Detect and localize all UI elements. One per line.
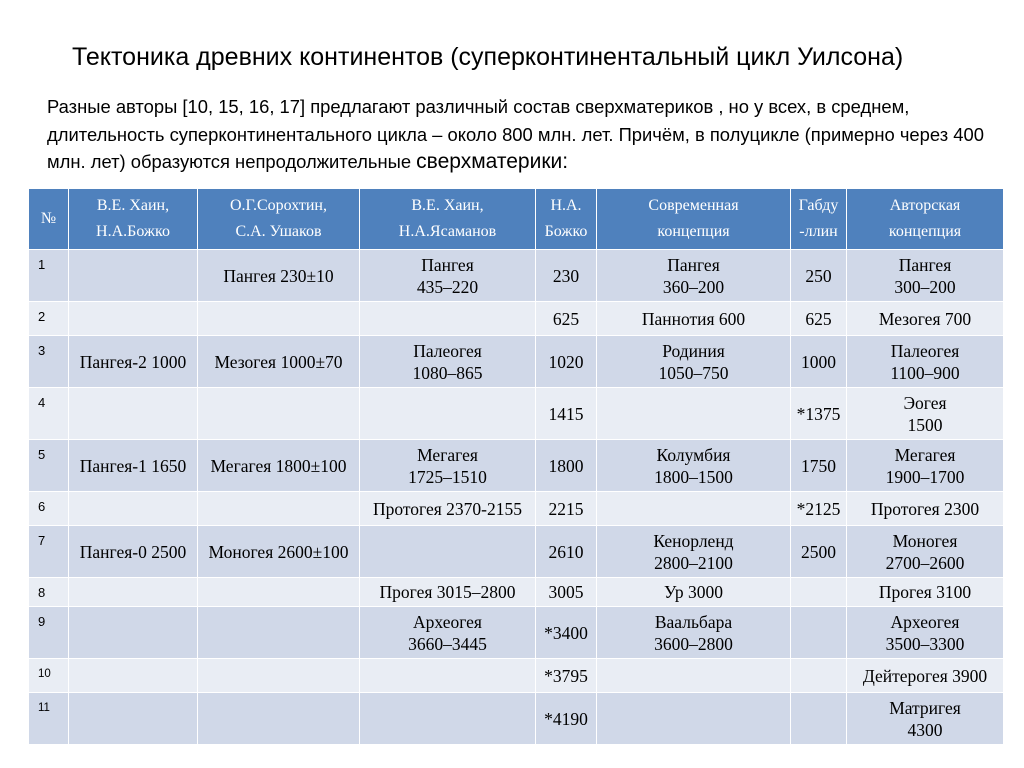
- cell-text: Протогея 2300: [870, 498, 980, 519]
- cell-khain-bozhko: [69, 440, 198, 492]
- cell-text: 625: [552, 308, 580, 329]
- header-line: В.Е. Хаин,: [96, 197, 170, 214]
- header-line: Н.А.: [550, 197, 582, 214]
- cell-gabdullin: [791, 388, 847, 440]
- cell-sorokhtin-ushakov: [198, 693, 360, 745]
- header-line: Современная: [648, 197, 739, 214]
- table-row: [29, 302, 1004, 336]
- header-bozhko: [536, 189, 597, 250]
- cell-khain-bozhko: [69, 578, 198, 607]
- cell-text: Мезогея 700: [878, 308, 972, 329]
- cell-number: [29, 578, 69, 607]
- cell-text: 1800–1500: [654, 466, 733, 487]
- cell-author-concept: [847, 302, 1004, 336]
- header-khain-bozhko: [69, 189, 198, 250]
- header-line: В.Е. Хаин,: [411, 197, 484, 214]
- cell-modern-concept: [597, 440, 791, 492]
- cell-author-concept: [847, 440, 1004, 492]
- intro-tail: :: [562, 150, 569, 173]
- cell-khain-bozhko: [69, 302, 198, 336]
- cell-text: 3005: [548, 582, 584, 602]
- cell-number: [29, 250, 69, 302]
- cell-modern-concept: [597, 492, 791, 526]
- cell-text: Пангея-1 1650: [79, 455, 187, 476]
- table-row: [29, 388, 1004, 440]
- header-sorokhtin-ushakov: [198, 189, 360, 250]
- cell-author-concept: [847, 607, 1004, 659]
- cell-modern-concept: [597, 250, 791, 302]
- header-line: Авторская: [889, 197, 961, 214]
- cell-sorokhtin-ushakov: [198, 336, 360, 388]
- cell-sorokhtin-ushakov: [198, 440, 360, 492]
- cell-text: 11: [38, 702, 50, 714]
- cell-sorokhtin-ushakov: [198, 659, 360, 693]
- cell-khain-yasamanov: [360, 440, 536, 492]
- cell-number: [29, 526, 69, 578]
- page-title: Тектоника древних континентов (суперконтинентальный цикл Уилсона): [72, 43, 904, 71]
- cell-gabdullin: [791, 659, 847, 693]
- cell-text: Пангея: [898, 254, 952, 275]
- cell-text: 7: [38, 533, 46, 548]
- cell-sorokhtin-ushakov: [198, 578, 360, 607]
- cell-text: Кенорленд: [653, 530, 734, 551]
- cell-text: 230: [552, 265, 580, 286]
- header-author-concept: [847, 189, 1004, 250]
- cell-bozhko: [536, 250, 597, 302]
- cell-bozhko: [536, 659, 597, 693]
- cell-gabdullin: [791, 607, 847, 659]
- cell-sorokhtin-ushakov: [198, 388, 360, 440]
- cell-khain-yasamanov: [360, 302, 536, 336]
- cell-sorokhtin-ushakov: [198, 607, 360, 659]
- cell-bozhko: [536, 440, 597, 492]
- cell-text: Пангея 230±10: [223, 265, 334, 286]
- cell-text: *3400: [544, 622, 588, 643]
- table-body: [29, 250, 1004, 745]
- cell-text: *3795: [544, 665, 588, 686]
- cell-gabdullin: [791, 526, 847, 578]
- cell-number: [29, 607, 69, 659]
- cell-bozhko: [536, 302, 597, 336]
- cell-text: 1100–900: [890, 362, 960, 383]
- cell-text: Дейтерогея 3900: [862, 665, 988, 686]
- header-number: [29, 189, 69, 250]
- cell-khain-bozhko: [69, 250, 198, 302]
- header-line: С.А. Ушаков: [235, 223, 322, 240]
- cell-text: Археогея: [413, 611, 482, 632]
- cell-text: 9: [38, 614, 46, 629]
- cell-text: Мегагея 1800±100: [210, 455, 347, 476]
- cell-text: Палеогея: [413, 340, 482, 361]
- cell-modern-concept: [597, 302, 791, 336]
- cell-text: Пангея-2 1000: [79, 351, 187, 372]
- cell-text: 1750: [801, 455, 836, 476]
- cell-text: *2125: [796, 498, 841, 519]
- cell-text: 2700–2600: [885, 552, 965, 573]
- cell-khain-yasamanov: [360, 693, 536, 745]
- cell-text: 2: [38, 309, 46, 324]
- cell-bozhko: [536, 388, 597, 440]
- header-line: О.Г.Сорохтин,: [230, 197, 327, 214]
- header-line: концепция: [888, 223, 962, 240]
- cell-number: [29, 693, 69, 745]
- header-line: концепция: [657, 223, 730, 240]
- table-row: [29, 693, 1004, 745]
- cell-gabdullin: [791, 578, 847, 607]
- cell-gabdullin: [791, 336, 847, 388]
- cell-gabdullin: [791, 492, 847, 526]
- cell-text: 1500: [907, 414, 943, 435]
- cell-text: 1725–1510: [408, 466, 487, 487]
- cell-text: 1800: [548, 455, 584, 476]
- cell-bozhko: [536, 336, 597, 388]
- cell-text: 5: [38, 447, 46, 462]
- cell-text: 250: [805, 265, 832, 286]
- cell-khain-bozhko: [69, 336, 198, 388]
- cell-author-concept: [847, 492, 1004, 526]
- cell-khain-yasamanov: [360, 578, 536, 607]
- cell-modern-concept: [597, 659, 791, 693]
- cell-text: 3500–3300: [885, 633, 965, 654]
- cell-sorokhtin-ushakov: [198, 526, 360, 578]
- cell-text: 6: [38, 499, 46, 514]
- cell-modern-concept: [597, 578, 791, 607]
- cell-gabdullin: [791, 440, 847, 492]
- cell-number: [29, 302, 69, 336]
- intro-text: Разные авторы [10, 15, 16, 17] предлагают различный состав сверхматериков , но у всех, в среднем, длительность суперконтинентального цикла – около 800 млн. лет. Причём, в полуцикле (примерно через 400 млн. лет) образуются непродолжительные: [47, 96, 984, 172]
- cell-khain-bozhko: [69, 659, 198, 693]
- cell-text: 3: [38, 343, 46, 358]
- header-line: -ллин: [799, 223, 838, 240]
- cell-text: Мегагея: [417, 444, 478, 465]
- cell-text: Пангея-0 2500: [79, 541, 187, 562]
- cell-text: Прогея 3015–2800: [379, 582, 516, 602]
- cell-text: Моногея: [892, 530, 958, 551]
- cell-khain-bozhko: [69, 388, 198, 440]
- intro-emphasis: сверхматерики: [416, 150, 563, 173]
- cell-text: Колумбия: [656, 444, 731, 465]
- cell-author-concept: [847, 693, 1004, 745]
- cell-sorokhtin-ushakov: [198, 302, 360, 336]
- cell-number: [29, 440, 69, 492]
- cell-modern-concept: [597, 388, 791, 440]
- intro-paragraph: [47, 93, 987, 176]
- cell-khain-bozhko: [69, 607, 198, 659]
- header-line: Н.А.Ясаманов: [398, 223, 497, 240]
- cell-khain-bozhko: [69, 492, 198, 526]
- cell-text: *1375: [796, 403, 841, 424]
- cell-modern-concept: [597, 526, 791, 578]
- cell-author-concept: [847, 250, 1004, 302]
- cell-author-concept: [847, 526, 1004, 578]
- cell-text: Палеогея: [890, 340, 960, 361]
- header-line: Габду: [798, 197, 839, 214]
- cell-modern-concept: [597, 693, 791, 745]
- table-row: [29, 250, 1004, 302]
- cell-text: 10: [38, 668, 51, 680]
- cell-text: Мезогея 1000±70: [214, 351, 343, 372]
- cell-gabdullin: [791, 250, 847, 302]
- cell-text: Прогея 3100: [878, 582, 972, 602]
- cell-sorokhtin-ushakov: [198, 492, 360, 526]
- header-line: Божко: [544, 223, 588, 240]
- cell-modern-concept: [597, 607, 791, 659]
- cell-bozhko: [536, 607, 597, 659]
- table-row: [29, 526, 1004, 578]
- cell-text: *4190: [544, 708, 588, 729]
- cell-text: Эогея: [903, 392, 947, 413]
- cell-text: 2610: [548, 541, 584, 562]
- cell-text: Мегагея: [894, 444, 956, 465]
- cell-author-concept: [847, 578, 1004, 607]
- cell-khain-yasamanov: [360, 526, 536, 578]
- cell-text: 1: [38, 257, 46, 272]
- cell-gabdullin: [791, 302, 847, 336]
- cell-author-concept: [847, 659, 1004, 693]
- cell-author-concept: [847, 388, 1004, 440]
- cell-number: [29, 492, 69, 526]
- cell-text: 4: [38, 395, 46, 410]
- cell-text: 2500: [801, 541, 836, 562]
- cell-text: 1020: [548, 351, 584, 372]
- cell-text: Ур 3000: [664, 582, 723, 602]
- cell-khain-bozhko: [69, 693, 198, 745]
- cell-number: [29, 336, 69, 388]
- cell-text: 1080–865: [412, 362, 483, 383]
- cell-text: 435–220: [416, 276, 479, 297]
- cell-sorokhtin-ushakov: [198, 250, 360, 302]
- cell-text: Паннотия 600: [641, 308, 746, 329]
- cell-text: Ваальбара: [654, 611, 733, 632]
- table-row: [29, 440, 1004, 492]
- cell-text: 8: [38, 585, 46, 600]
- table-header-row: [29, 189, 1004, 250]
- table-row: [29, 336, 1004, 388]
- cell-khain-yasamanov: [360, 607, 536, 659]
- cell-khain-yasamanov: [360, 250, 536, 302]
- cell-text: 360–200: [662, 276, 725, 297]
- header-khain-yasamanov: [360, 189, 536, 250]
- cell-bozhko: [536, 693, 597, 745]
- cell-text: 3660–3445: [408, 633, 487, 654]
- cell-text: Протогея 2370-2155: [372, 498, 523, 519]
- cell-text: 4300: [907, 719, 943, 740]
- cell-number: [29, 388, 69, 440]
- cell-text: 1050–750: [658, 362, 729, 383]
- cell-khain-yasamanov: [360, 336, 536, 388]
- cell-text: 625: [805, 308, 832, 329]
- header-modern-concept: [597, 189, 791, 250]
- cell-text: Пангея: [667, 254, 720, 275]
- cell-text: Археогея: [890, 611, 960, 632]
- cell-text: Моногея 2600±100: [208, 541, 349, 562]
- cell-text: 2800–2100: [654, 552, 733, 573]
- cell-text: 1415: [548, 403, 584, 424]
- table-row: [29, 607, 1004, 659]
- cell-author-concept: [847, 336, 1004, 388]
- header-line: №: [40, 210, 57, 227]
- cell-text: 2215: [548, 498, 584, 519]
- cell-modern-concept: [597, 336, 791, 388]
- header-line: Н.А.Божко: [96, 223, 170, 240]
- cell-khain-yasamanov: [360, 659, 536, 693]
- cell-text: Матригея: [889, 697, 961, 718]
- cell-text: 1000: [801, 351, 836, 372]
- cell-text: Пангея: [421, 254, 474, 275]
- cell-text: 3600–2800: [654, 633, 733, 654]
- supercontinent-table: [28, 188, 1004, 745]
- cell-text: 300–200: [894, 276, 956, 297]
- cell-bozhko: [536, 492, 597, 526]
- cell-khain-yasamanov: [360, 388, 536, 440]
- cell-bozhko: [536, 526, 597, 578]
- cell-bozhko: [536, 578, 597, 607]
- cell-number: [29, 659, 69, 693]
- cell-khain-bozhko: [69, 526, 198, 578]
- table-row: [29, 492, 1004, 526]
- cell-text: 1900–1700: [885, 466, 965, 487]
- table-row: [29, 659, 1004, 693]
- cell-gabdullin: [791, 693, 847, 745]
- header-gabdullin: [791, 189, 847, 250]
- table-row: [29, 578, 1004, 607]
- cell-text: Родиния: [662, 340, 725, 361]
- cell-khain-yasamanov: [360, 492, 536, 526]
